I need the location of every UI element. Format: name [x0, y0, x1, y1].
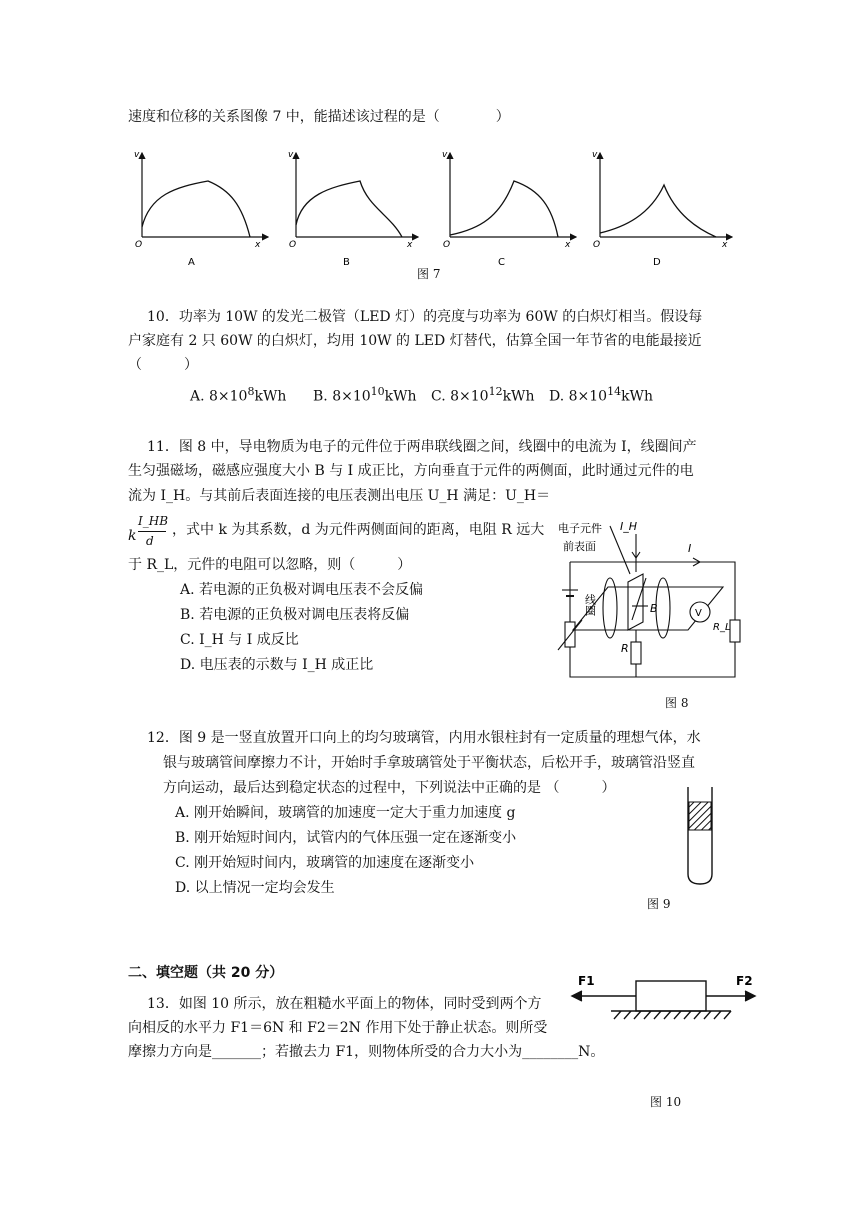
- label-i: I: [688, 542, 692, 555]
- figure-7: [0, 145, 860, 285]
- label-f1: F1: [578, 974, 595, 988]
- axis-v-c: v: [442, 150, 448, 160]
- q10-line2: 户家庭有 2 只 60W 的白炽灯，均用 10W 的 LED 灯替代，估算全国一年节省的电能最接近: [128, 333, 702, 349]
- label-front-surface: 前表面: [563, 540, 596, 553]
- q12-option-a: A. 刚开始瞬间，玻璃管的加速度一定大于重力加速度 g: [175, 805, 516, 821]
- graph-b: [288, 150, 418, 268]
- q13-line1: 13．如图 10 所示，放在粗糙水平面上的物体，同时受到两个方: [147, 996, 542, 1012]
- axis-x-c: x: [565, 240, 571, 250]
- axis-v-b: v: [288, 150, 294, 160]
- q11-line4: ，式中 k 为其系数，d 为元件两侧面间的距离，电阻 R 远大: [172, 522, 545, 538]
- graph-a: [134, 150, 268, 268]
- section-2-heading: 二、填空题（共 20 分）: [128, 965, 284, 981]
- q13-line2: 向相反的水平力 F1＝6N 和 F2＝2N 作用下处于静止状态。则所受: [128, 1020, 548, 1036]
- q10-option-a: A. $8\times 10^8kWh$: [190, 385, 287, 405]
- q11-line1: 11．图 8 中，导电物质为电子的元件位于两串联线圈之间，线圈中的电流为 I，线圈间产: [147, 439, 697, 455]
- q11-line3: 流为 I_H。与其前后表面连接的电压表测出电压 U_H 满足：U_H＝: [128, 488, 551, 504]
- q12-line1: 12．图 9 是一竖直放置开口向上的均匀玻璃管，内用水银柱封有一定质量的理想气体，水: [147, 730, 701, 746]
- label-rl: R_L: [713, 622, 731, 633]
- q10-option-d: D. $8\times 10^{14}kWh$: [549, 385, 653, 405]
- q11-line2: 生匀强磁场，磁感应强度大小 B 与 I 成正比，方向垂直于元件的两侧面，此时通过元件的电: [128, 463, 694, 479]
- label-ih: I_H: [620, 520, 638, 533]
- q12-option-d: D. 以上情况一定均会发生: [175, 880, 335, 896]
- q10-option-b: B. $8\times 10^{10}kWh$: [313, 385, 417, 405]
- q12-option-b: B. 刚开始短时间内，试管内的气体压强一定在逐渐变小: [175, 830, 517, 846]
- q10-line1: 10．功率为 10W 的发光二极管（LED 灯）的亮度与功率为 60W 的白炽灯相当。假设每: [147, 309, 703, 325]
- label-d: D: [653, 257, 661, 268]
- label-coil: 线圈: [583, 594, 597, 616]
- axis-x-d: x: [722, 240, 728, 250]
- q10-line3: （ ）: [128, 357, 198, 373]
- q12-line3: 方向运动，最后达到稳定状态的过程中，下列说法中正确的是 （ ）: [163, 780, 616, 796]
- q9-text: 速度和位移的关系图像 7 中，能描述该过程的是（ ）: [128, 109, 510, 125]
- q11-line5: 于 R_L，元件的电阻可以忽略，则（ ）: [128, 557, 412, 573]
- label-f2: F2: [736, 974, 753, 988]
- q13-line3: 摩擦力方向是_______；若撤去力 F1，则物体所受的合力大小为________N。: [128, 1044, 605, 1060]
- origin-d: O: [593, 240, 601, 250]
- q11-option-c: C. I_H 与 I 成反比: [180, 632, 299, 648]
- figure-8: [548, 512, 748, 692]
- q12-line2: 银与玻璃管间摩擦力不计，开始时手拿玻璃管处于平衡状态，后松开手，玻璃管沿竖直: [163, 755, 695, 771]
- label-c: C: [498, 257, 505, 268]
- origin-b: O: [289, 240, 297, 250]
- label-a: A: [188, 257, 195, 268]
- axis-v-a: v: [134, 150, 140, 160]
- axis-v-d: v: [592, 150, 598, 160]
- label-voltmeter: V: [695, 608, 702, 619]
- fig9-caption: 图 9: [647, 897, 671, 911]
- label-r: R: [621, 642, 629, 655]
- graph-d: [592, 150, 732, 268]
- q11-option-d: D. 电压表的示数与 I_H 成正比: [180, 657, 374, 673]
- fig7-caption: 图 7: [417, 267, 441, 281]
- label-electron-element: 电子元件: [558, 522, 602, 535]
- graph-c: [442, 150, 576, 268]
- fig10-caption: 图 10: [650, 1095, 682, 1109]
- origin-c: O: [443, 240, 451, 250]
- fig8-caption: 图 8: [665, 696, 689, 710]
- q11-option-a: A. 若电源的正负极对调电压表不会反偏: [180, 582, 424, 598]
- origin-a: O: [135, 240, 143, 250]
- figure-10: [566, 968, 766, 1028]
- label-b: B: [650, 602, 658, 615]
- q12-option-c: C. 刚开始短时间内，玻璃管的加速度在逐渐变小: [175, 855, 475, 871]
- q11-option-b: B. 若电源的正负极对调电压表将反偏: [180, 607, 410, 623]
- axis-x-a: x: [255, 240, 261, 250]
- axis-x-b: x: [407, 240, 413, 250]
- q10-option-c: C. $8\times 10^{12}kWh$: [431, 385, 535, 405]
- figure-9-glass-tube: [678, 782, 738, 892]
- label-b: B: [343, 257, 350, 268]
